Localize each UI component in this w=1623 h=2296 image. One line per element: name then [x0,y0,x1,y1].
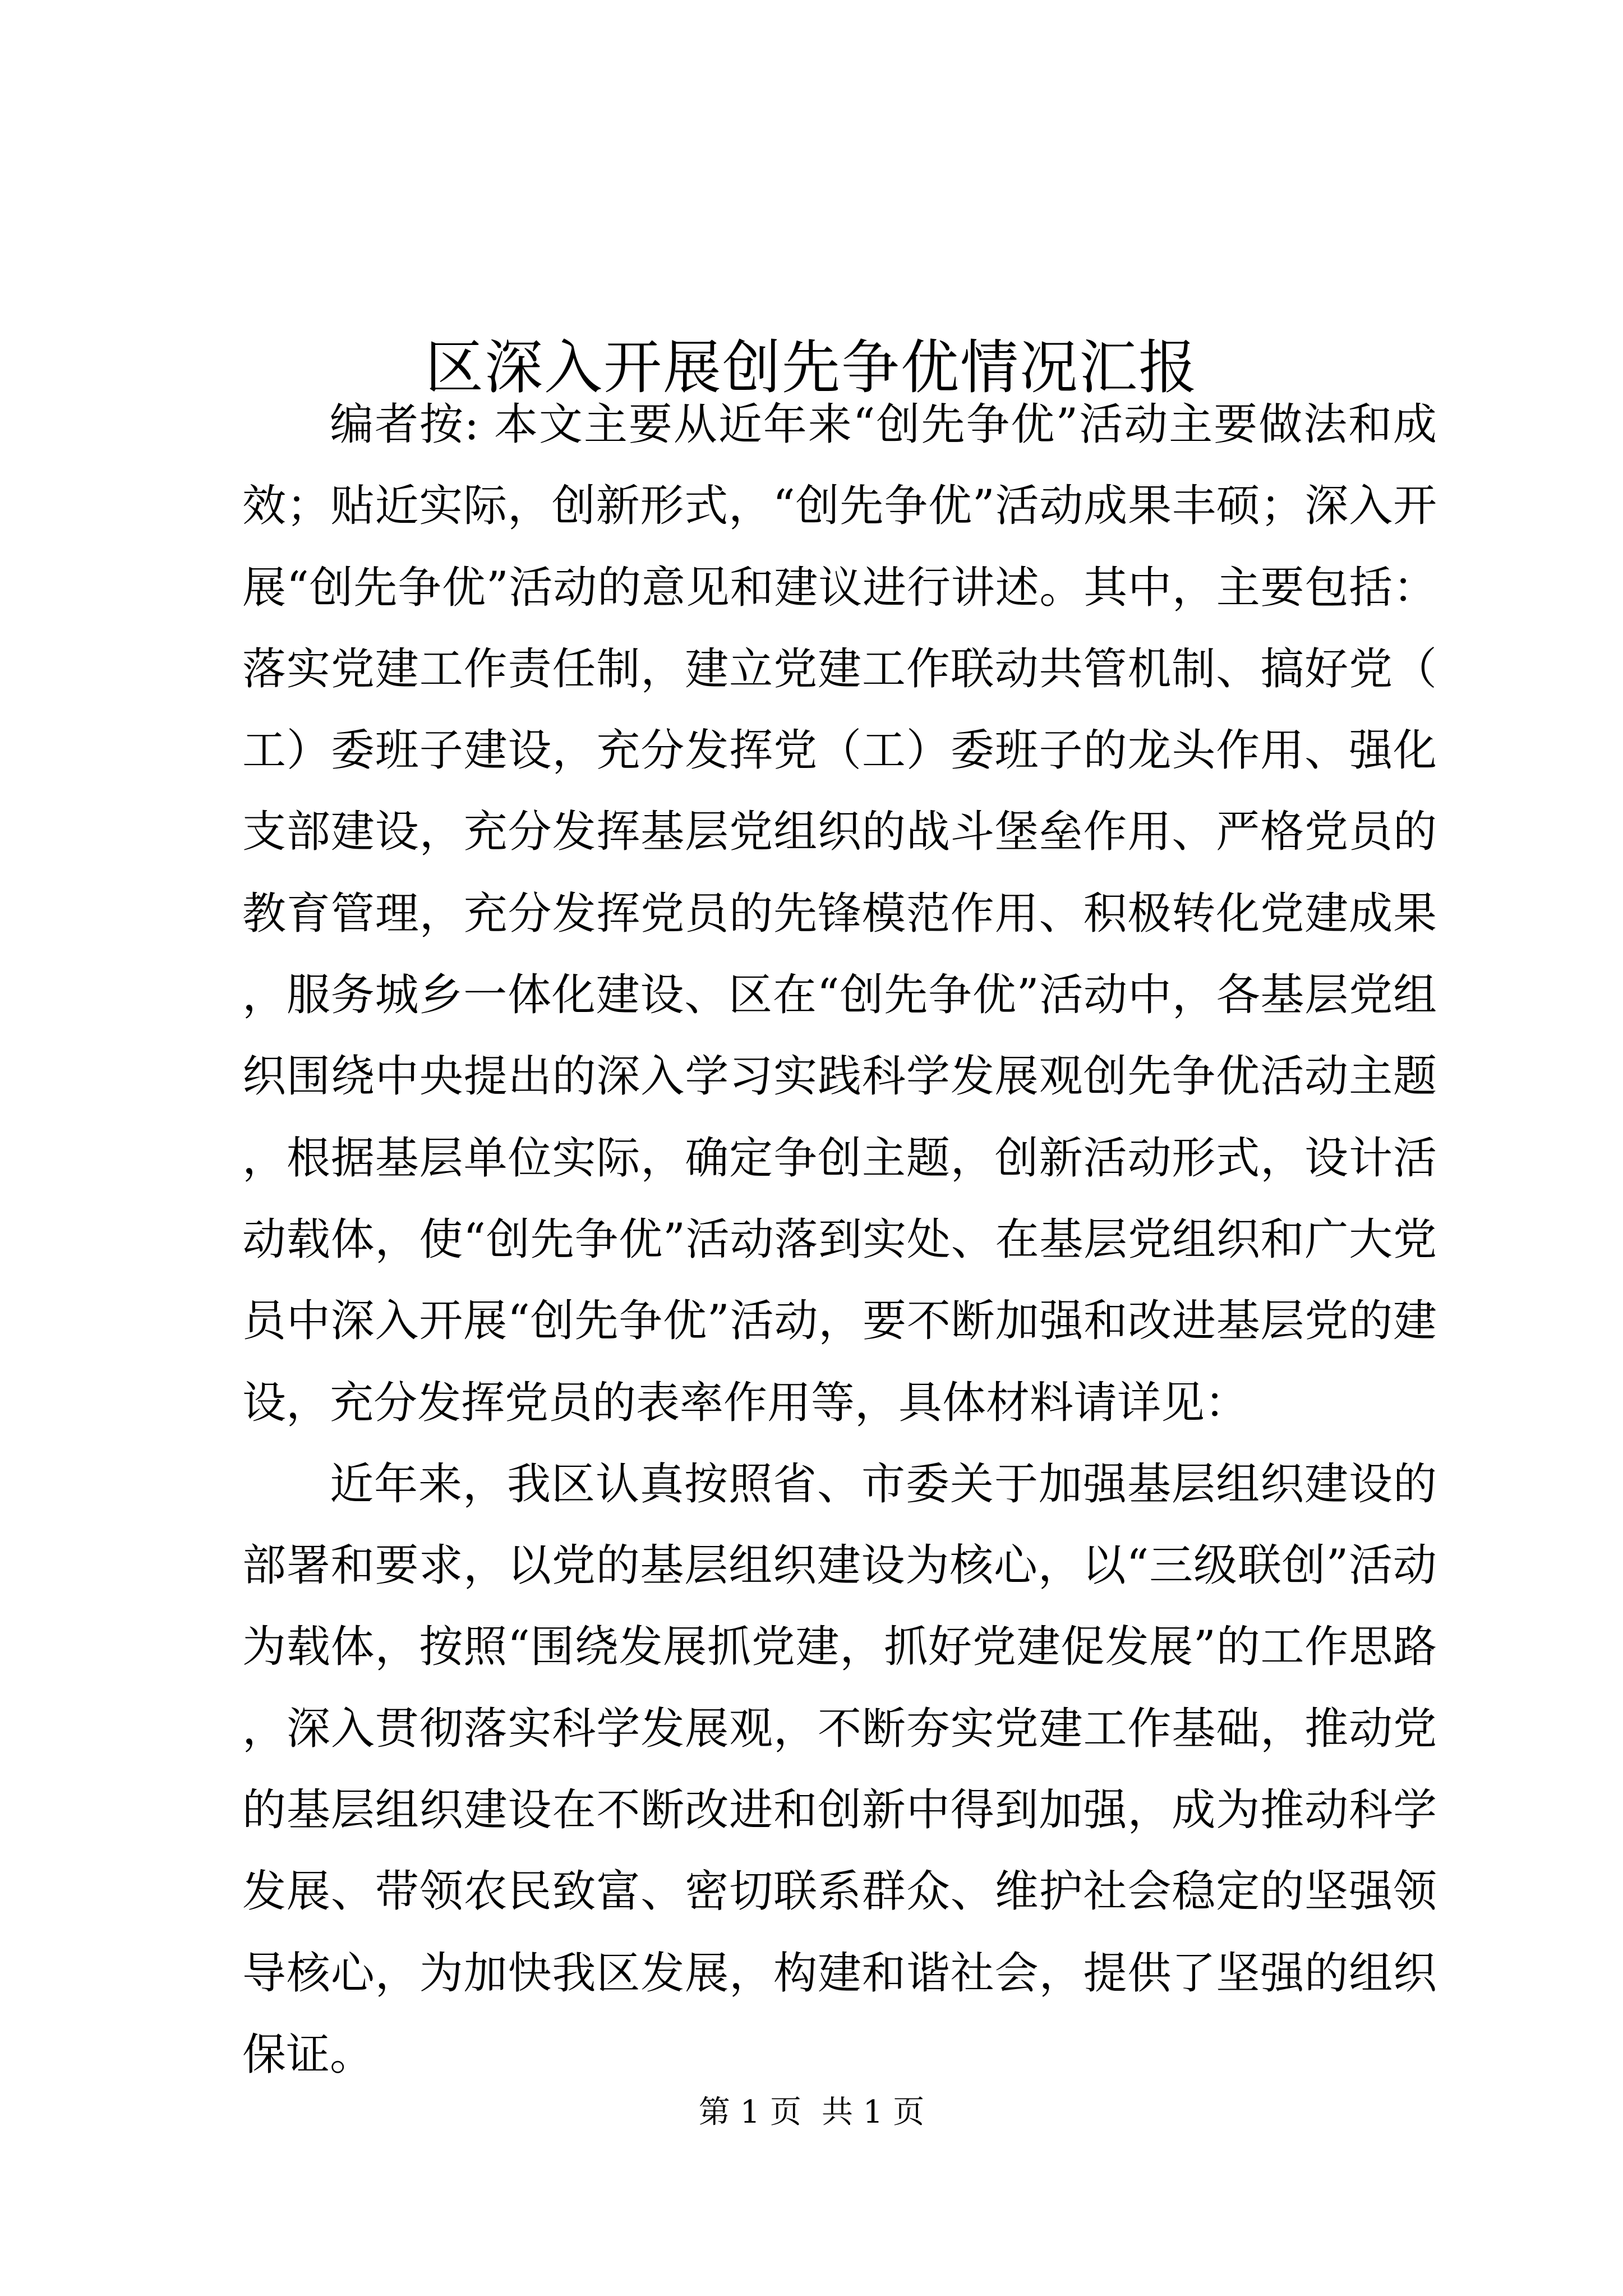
document-body [242,384,1437,2096]
body-paragraph: 近年来，我区认真按照省、市委关于加强基层组织建设的部署和要求，以党的基层组织建设为核心，以“三级联创”活动为载体，按照“围绕发展抓党建，抓好党建促发展”的工作思路，深入贯彻落实科学发展观，不断夯实党建工作基础，推动党的基层组织建设在不断改进和创新中得到加强，成为推动科学发展、带领农民致富、密切联系群众、维护社会稳定的坚强领导核心，为加快我区发展，构建和谐社会，提供了坚强的组织保证。 [242,1458,1437,2080]
page-footer [0,2090,1623,2135]
total-pages-label: 共 1 页 [822,2094,925,2131]
document-title: 区深入开展创先争优情况汇报 [425,333,1198,402]
editor-note-paragraph: 编者按: 本文主要从近年来“创先争优”活动主要做法和成效；贴近实际，创新形式，“创先争优”活动成果丰硕；深入开展“创先争优”活动的意见和建议进行讲述。其中，主要包括：落实党建工作责任制，建立党建工作联动共管机制、搞好党（工）委班子建设，充分发挥党（工）委班子的龙头作用、强化支部建设，充分发挥基层党组织的战斗堡垒作用、严格党员的教育管理，充分发挥党员的先锋模范作用、积极转化党建成果，服务城乡一体化建设、区在“创先争优”活动中，各基层党组织围绕中央提出的深入学习实践科学发展观创先争优活动主题，根据基层单位实际，确定争创主题，创新活动形式，设计活动载体，使“创先争优”活动落到实处、在基层党组织和广大党员中深入开展“创先争优”活动，要不断加强和改进基层党的建设，充分发挥党员的表率作用等，具体材料请详见： [242,399,1437,1428]
current-page-label: 第 1 页 [698,2094,801,2131]
